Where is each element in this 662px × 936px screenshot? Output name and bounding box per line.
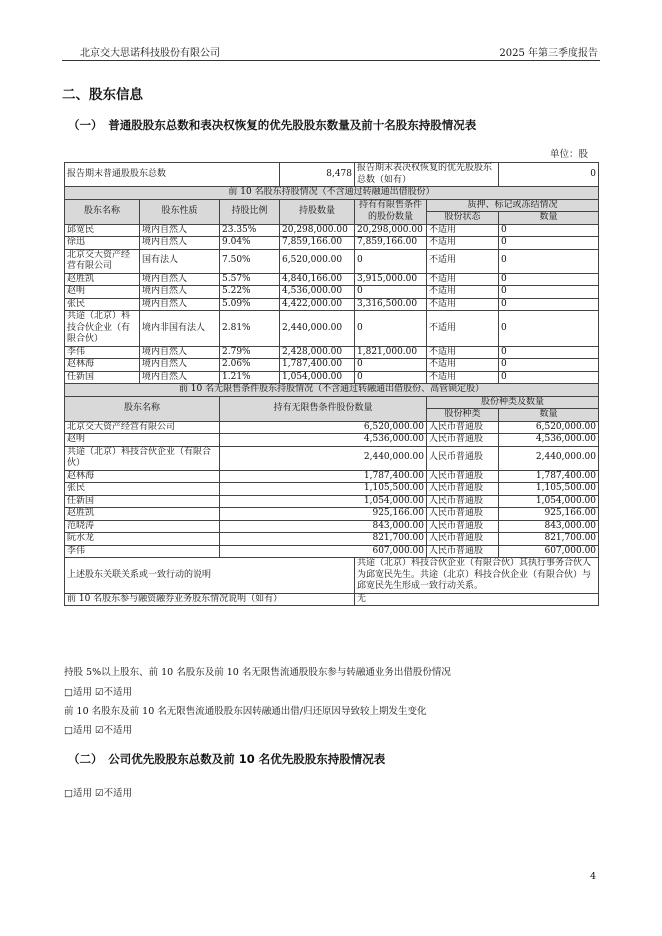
unrestricted-cell-count: 925,166.00 bbox=[499, 508, 599, 521]
unrestricted-cell-name: 任新国 bbox=[65, 495, 220, 508]
top10-cell-status: 不适用 bbox=[427, 273, 499, 286]
top10-cell-name: 邱宽民 bbox=[65, 224, 140, 237]
subsection-title-2: （二） 公司优先股股东总数及前 10 名优先股股东持股情况表 bbox=[68, 752, 386, 766]
unrestricted-cell-name: 赵林海 bbox=[65, 470, 220, 483]
unrestricted-cell-qty: 4,536,000.00 bbox=[220, 434, 427, 447]
unrestricted-cell-qty: 2,440,000.00 bbox=[220, 446, 427, 470]
top10-cell-qty: 20,298,000.00 bbox=[280, 224, 355, 237]
unrestricted-row bbox=[65, 483, 599, 496]
top10-cell-count: 0 bbox=[499, 273, 599, 286]
top10-cell-qty: 7,859,166.00 bbox=[280, 237, 355, 250]
unrestricted-cell-count: 607,000.00 bbox=[499, 545, 599, 558]
top10-cell-status: 不适用 bbox=[427, 298, 499, 311]
unrestricted-cell-name: 范晓涛 bbox=[65, 520, 220, 533]
top10-row bbox=[65, 371, 599, 384]
unrestricted-cell-count: 843,000.00 bbox=[499, 520, 599, 533]
note-securities-lending: 持股 5%以上股东、前 10 名股东及前 10 名无限售流通股股东参与转融通业务出借股份情况 bbox=[64, 667, 451, 678]
unrestricted-cell-count: 1,787,400.00 bbox=[499, 470, 599, 483]
top10-cell-status: 不适用 bbox=[427, 286, 499, 299]
top10-cell-restricted: 0 bbox=[355, 249, 427, 273]
top10-cell-qty: 2,440,000.00 bbox=[280, 311, 355, 347]
top10-cell-nature: 国有法人 bbox=[140, 249, 220, 273]
applicability-check-3: □适用 ☑不适用 bbox=[64, 788, 133, 799]
top10-cell-nature: 境内自然人 bbox=[140, 298, 220, 311]
unrestricted-cell-qty: 925,166.00 bbox=[220, 508, 427, 521]
top10-cell-status: 不适用 bbox=[427, 359, 499, 372]
unrestricted-cell-count: 821,700.00 bbox=[499, 533, 599, 546]
col-header-qty: 持股数量 bbox=[280, 199, 355, 224]
top10-cell-qty: 1,787,400.00 bbox=[280, 359, 355, 372]
unrestricted-row bbox=[65, 520, 599, 533]
top10-cell-restricted: 1,821,000.00 bbox=[355, 346, 427, 359]
top10-cell-qty: 4,536,000.00 bbox=[280, 286, 355, 299]
unrestricted-cell-name: 赵明 bbox=[65, 434, 220, 447]
top10-cell-ratio: 5.57% bbox=[220, 273, 280, 286]
unrestricted-cell-count: 1,105,500.00 bbox=[499, 483, 599, 496]
header-report-period: 2025 年第三季度报告 bbox=[499, 48, 598, 59]
unrestricted-header-qty: 持有无限售条件股份数量 bbox=[220, 396, 427, 421]
top10-cell-qty: 4,840,166.00 bbox=[280, 273, 355, 286]
top10-header-row bbox=[65, 199, 599, 212]
unrestricted-cell-qty: 1,054,000.00 bbox=[220, 495, 427, 508]
top10-row bbox=[65, 237, 599, 250]
top10-row bbox=[65, 298, 599, 311]
top10-cell-count: 0 bbox=[499, 298, 599, 311]
unrestricted-cell-qty: 821,700.00 bbox=[220, 533, 427, 546]
top10-cell-restricted: 3,316,500.00 bbox=[355, 298, 427, 311]
unrestricted-cell-name: 共途（北京）科技合伙企业（有限合伙） bbox=[65, 446, 220, 470]
top10-cell-count: 0 bbox=[499, 286, 599, 299]
top10-cell-ratio: 2.79% bbox=[220, 346, 280, 359]
shareholder-table bbox=[64, 162, 599, 606]
unrestricted-row bbox=[65, 533, 599, 546]
top10-cell-restricted: 0 bbox=[355, 286, 427, 299]
top10-cell-count: 0 bbox=[499, 249, 599, 273]
top10-cell-name: 赵林海 bbox=[65, 359, 140, 372]
unrestricted-cell-count: 1,054,000.00 bbox=[499, 495, 599, 508]
col-header-count: 数量 bbox=[499, 212, 599, 225]
unrestricted-cell-kind: 人民币普通股 bbox=[427, 483, 499, 496]
unrestricted-cell-kind: 人民币普通股 bbox=[427, 446, 499, 470]
top10-cell-count: 0 bbox=[499, 224, 599, 237]
unrestricted-header-count: 数量 bbox=[499, 409, 599, 422]
unrestricted-cell-kind: 人民币普通股 bbox=[427, 545, 499, 558]
top10-cell-ratio: 23.35% bbox=[220, 224, 280, 237]
unrestricted-title: 前 10 名无限售条件股东持股情况（不含通过转融通出借股份、高管锁定股） bbox=[65, 384, 599, 397]
top10-title-row bbox=[65, 187, 599, 200]
top10-cell-name: 任新国 bbox=[65, 371, 140, 384]
top10-cell-count: 0 bbox=[499, 237, 599, 250]
relation-label: 上述股东关联关系或一致行动的说明 bbox=[65, 558, 355, 594]
relation-row bbox=[65, 558, 599, 594]
applicability-check-1: □适用 ☑不适用 bbox=[64, 687, 133, 698]
top10-row bbox=[65, 346, 599, 359]
summary-row bbox=[65, 163, 599, 187]
margin-row bbox=[65, 593, 599, 606]
top10-cell-nature: 境内自然人 bbox=[140, 346, 220, 359]
top10-cell-restricted: 0 bbox=[355, 311, 427, 347]
unrestricted-cell-kind: 人民币普通股 bbox=[427, 520, 499, 533]
top10-cell-ratio: 7.50% bbox=[220, 249, 280, 273]
summary-label-b: 报告期末表决权恢复的优先股股东总数（如有） bbox=[355, 163, 499, 187]
page-number: 4 bbox=[589, 871, 596, 882]
top10-cell-ratio: 5.22% bbox=[220, 286, 280, 299]
header-divider bbox=[62, 60, 600, 61]
col-header-pledge: 质押、标记或冻结情况 bbox=[427, 199, 599, 212]
unrestricted-title-row bbox=[65, 384, 599, 397]
unrestricted-row bbox=[65, 446, 599, 470]
unrestricted-cell-qty: 843,000.00 bbox=[220, 520, 427, 533]
top10-cell-restricted: 0 bbox=[355, 359, 427, 372]
unrestricted-cell-count: 6,520,000.00 bbox=[499, 421, 599, 434]
top10-cell-status: 不适用 bbox=[427, 371, 499, 384]
top10-row bbox=[65, 359, 599, 372]
top10-cell-ratio: 9.04% bbox=[220, 237, 280, 250]
top10-cell-qty: 2,428,000.00 bbox=[280, 346, 355, 359]
top10-cell-status: 不适用 bbox=[427, 311, 499, 347]
col-header-restricted: 持有有限售条件的股份数量 bbox=[355, 199, 427, 224]
top10-row bbox=[65, 224, 599, 237]
top10-cell-restricted: 20,298,000.00 bbox=[355, 224, 427, 237]
applicability-check-2: □适用 ☑不适用 bbox=[64, 725, 133, 736]
subsection-title-1: （一） 普通股股东总数和表决权恢复的优先股股东数量及前十名股东持股情况表 bbox=[68, 118, 477, 132]
summary-value-b: 0 bbox=[499, 163, 599, 187]
unrestricted-cell-kind: 人民币普通股 bbox=[427, 434, 499, 447]
col-header-status: 股份状态 bbox=[427, 212, 499, 225]
top10-cell-restricted: 3,915,000.00 bbox=[355, 273, 427, 286]
unrestricted-cell-name: 赵胜凯 bbox=[65, 508, 220, 521]
top10-cell-qty: 6,520,000.00 bbox=[280, 249, 355, 273]
summary-value-a: 8,478 bbox=[280, 163, 355, 187]
unrestricted-cell-name: 张民 bbox=[65, 483, 220, 496]
unrestricted-row bbox=[65, 421, 599, 434]
top10-cell-name: 张民 bbox=[65, 298, 140, 311]
unrestricted-header-kind: 股份种类 bbox=[427, 409, 499, 422]
margin-label: 前 10 名股东参与融资融券业务股东情况说明（如有） bbox=[65, 593, 355, 606]
top10-cell-nature: 境内自然人 bbox=[140, 359, 220, 372]
top10-title: 前 10 名股东持股情况（不含通过转融通出借股份） bbox=[65, 187, 599, 200]
top10-cell-name: 北京交大资产经营有限公司 bbox=[65, 249, 140, 273]
note-lending-change: 前 10 名股东及前 10 名无限售流通股股东因转融通出借/归还原因导致较上期发生变化 bbox=[64, 706, 427, 717]
top10-row bbox=[65, 273, 599, 286]
unrestricted-cell-name: 阮水龙 bbox=[65, 533, 220, 546]
unrestricted-header-kind-group: 股份种类及数量 bbox=[427, 396, 599, 409]
unrestricted-cell-qty: 1,105,500.00 bbox=[220, 483, 427, 496]
unrestricted-row bbox=[65, 495, 599, 508]
unrestricted-cell-qty: 6,520,000.00 bbox=[220, 421, 427, 434]
top10-cell-name: 李伟 bbox=[65, 346, 140, 359]
top10-cell-qty: 4,422,000.00 bbox=[280, 298, 355, 311]
col-header-ratio: 持股比例 bbox=[220, 199, 280, 224]
unrestricted-cell-count: 4,536,000.00 bbox=[499, 434, 599, 447]
col-header-nature: 股东性质 bbox=[140, 199, 220, 224]
unit-label: 单位：股 bbox=[549, 149, 588, 160]
top10-row bbox=[65, 311, 599, 347]
top10-cell-name: 徐迅 bbox=[65, 237, 140, 250]
unrestricted-row bbox=[65, 545, 599, 558]
top10-cell-nature: 境内自然人 bbox=[140, 273, 220, 286]
top10-cell-restricted: 7,859,166.00 bbox=[355, 237, 427, 250]
top10-cell-nature: 境内自然人 bbox=[140, 237, 220, 250]
unrestricted-row bbox=[65, 470, 599, 483]
top10-cell-ratio: 2.06% bbox=[220, 359, 280, 372]
top10-cell-restricted: 0 bbox=[355, 371, 427, 384]
unrestricted-row bbox=[65, 508, 599, 521]
top10-cell-status: 不适用 bbox=[427, 237, 499, 250]
unrestricted-cell-kind: 人民币普通股 bbox=[427, 421, 499, 434]
header-company: 北京交大思诺科技股份有限公司 bbox=[80, 48, 220, 59]
top10-row bbox=[65, 286, 599, 299]
unrestricted-cell-count: 2,440,000.00 bbox=[499, 446, 599, 470]
top10-cell-qty: 1,054,000.00 bbox=[280, 371, 355, 384]
top10-cell-ratio: 1.21% bbox=[220, 371, 280, 384]
top10-cell-count: 0 bbox=[499, 371, 599, 384]
top10-cell-status: 不适用 bbox=[427, 346, 499, 359]
top10-cell-count: 0 bbox=[499, 346, 599, 359]
unrestricted-cell-kind: 人民币普通股 bbox=[427, 495, 499, 508]
top10-cell-nature: 境内非国有法人 bbox=[140, 311, 220, 347]
unrestricted-header-row bbox=[65, 396, 599, 409]
unrestricted-header-name: 股东名称 bbox=[65, 396, 220, 421]
top10-cell-nature: 境内自然人 bbox=[140, 286, 220, 299]
margin-text: 无 bbox=[355, 593, 599, 606]
unrestricted-cell-name: 李伟 bbox=[65, 545, 220, 558]
top10-cell-status: 不适用 bbox=[427, 224, 499, 237]
section-title: 二、股东信息 bbox=[62, 87, 143, 103]
top10-cell-ratio: 2.81% bbox=[220, 311, 280, 347]
col-header-name: 股东名称 bbox=[65, 199, 140, 224]
top10-cell-name: 共途（北京）科技合伙企业（有限合伙） bbox=[65, 311, 140, 347]
top10-cell-name: 赵明 bbox=[65, 286, 140, 299]
unrestricted-cell-name: 北京交大资产经营有限公司 bbox=[65, 421, 220, 434]
unrestricted-cell-kind: 人民币普通股 bbox=[427, 508, 499, 521]
top10-cell-nature: 境内自然人 bbox=[140, 371, 220, 384]
top10-cell-ratio: 5.09% bbox=[220, 298, 280, 311]
unrestricted-row bbox=[65, 434, 599, 447]
top10-cell-nature: 境内自然人 bbox=[140, 224, 220, 237]
top10-row bbox=[65, 249, 599, 273]
unrestricted-cell-kind: 人民币普通股 bbox=[427, 470, 499, 483]
top10-cell-count: 0 bbox=[499, 359, 599, 372]
top10-cell-count: 0 bbox=[499, 311, 599, 347]
unrestricted-cell-kind: 人民币普通股 bbox=[427, 533, 499, 546]
relation-text: 共途（北京）科技合伙企业（有限合伙）其执行事务合伙人为邱宽民先生。共途（北京）科技合伙企业（有限合伙）与邱宽民先生形成一致行动关系。 bbox=[355, 558, 599, 594]
top10-cell-name: 赵胜凯 bbox=[65, 273, 140, 286]
unrestricted-cell-qty: 1,787,400.00 bbox=[220, 470, 427, 483]
unrestricted-cell-qty: 607,000.00 bbox=[220, 545, 427, 558]
top10-cell-status: 不适用 bbox=[427, 249, 499, 273]
summary-label-a: 报告期末普通股股东总数 bbox=[65, 163, 280, 187]
